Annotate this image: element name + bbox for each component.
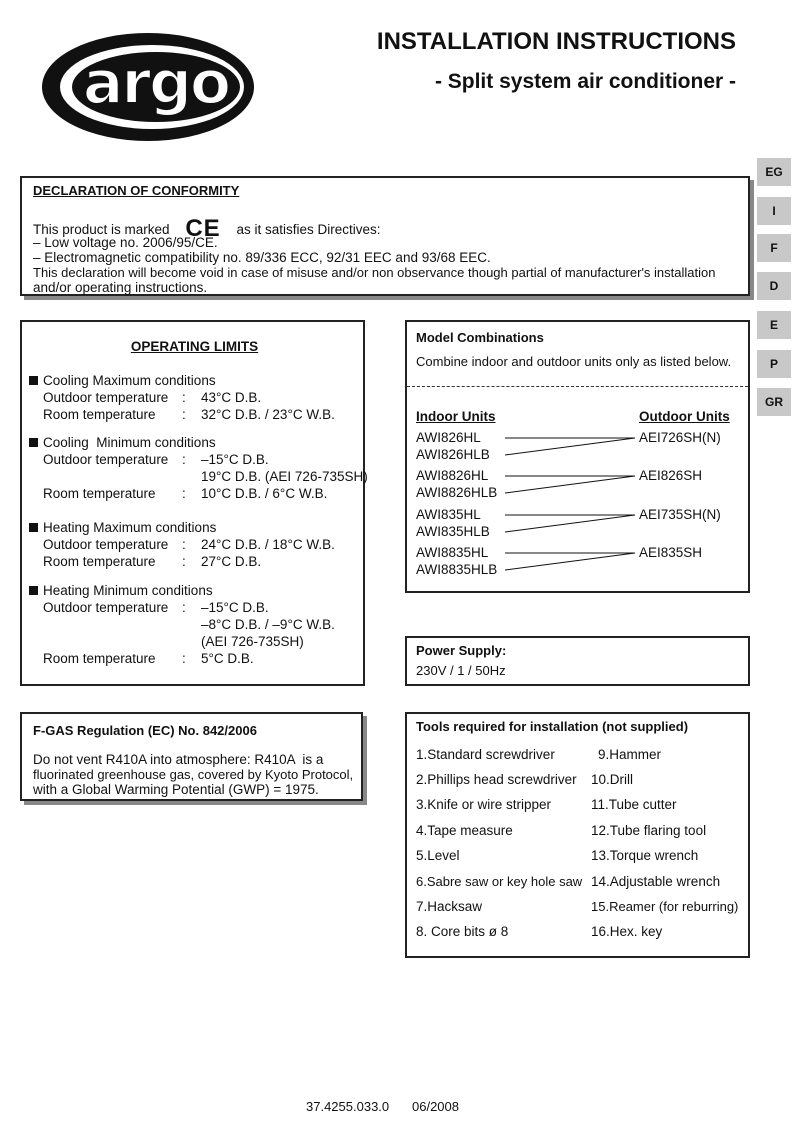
cool-max-room-value: 32°C D.B. / 23°C W.B. bbox=[201, 407, 335, 422]
lang-tab-f[interactable]: F bbox=[757, 234, 791, 262]
tool-item: 14.Adjustable wrench bbox=[591, 874, 721, 889]
link-line bbox=[505, 515, 635, 532]
ce-mark: CE bbox=[185, 215, 221, 242]
cool-min-label: Cooling Minimum conditions bbox=[43, 435, 216, 450]
colon: : bbox=[182, 390, 186, 405]
cool-min-outdoor-value-2: 19°C D.B. (AEI 726-735SH) bbox=[201, 469, 368, 484]
colon: : bbox=[182, 407, 186, 422]
argo-logo bbox=[38, 28, 258, 146]
lang-tab-eg[interactable]: EG bbox=[757, 158, 791, 186]
declaration-line-4: and/or operating instructions. bbox=[33, 280, 208, 295]
declaration-line-3: This declaration will become void in case of misuse and/or non observance though partial of manufacturer's installation bbox=[33, 265, 716, 280]
declaration-marked-prefix: This product is marked bbox=[33, 222, 170, 237]
cool-max-room-label: Room temperature bbox=[43, 407, 156, 422]
heat-min-outdoor-label: Outdoor temperature bbox=[43, 600, 169, 615]
fgas-line-2: fluorinated greenhouse gas, covered by Kyoto Protocol, bbox=[33, 767, 354, 782]
bullet-square-icon bbox=[29, 438, 38, 447]
cool-min-outdoor-value: –15°C D.B. bbox=[201, 452, 269, 467]
fgas-line-3: with a Global Warming Potential (GWP) = 1975. bbox=[33, 782, 319, 797]
declaration-box bbox=[20, 176, 750, 296]
cool-min-room-value: 10°C D.B. / 6°C W.B. bbox=[201, 486, 328, 501]
indoor-unit: AWI8835HLB bbox=[416, 562, 498, 577]
lang-tab-e[interactable]: E bbox=[757, 311, 791, 339]
cool-max-outdoor-value: 43°C D.B. bbox=[201, 390, 262, 405]
cool-min-room-label: Room temperature bbox=[43, 486, 156, 501]
fgas-line-1: Do not vent R410A into atmosphere: R410A is a bbox=[33, 752, 324, 767]
link-line bbox=[505, 476, 635, 493]
link-line bbox=[505, 553, 635, 570]
footer-code: 37.4255.033.0 bbox=[306, 1099, 390, 1114]
lang-tab-p[interactable]: P bbox=[757, 350, 791, 378]
tool-item: 11.Tube cutter bbox=[591, 797, 677, 812]
cool-min-outdoor-label: Outdoor temperature bbox=[43, 452, 169, 467]
power-supply-value: 230V / 1 / 50Hz bbox=[416, 663, 506, 678]
indoor-unit: AWI826HL bbox=[416, 430, 481, 445]
model-combinations-heading: Model Combinations bbox=[416, 330, 544, 345]
page-subtitle: - Split system air conditioner - bbox=[434, 70, 736, 93]
indoor-unit: AWI826HLB bbox=[416, 447, 490, 462]
heat-min-label: Heating Minimum conditions bbox=[43, 583, 213, 598]
outdoor-units-header: Outdoor Units bbox=[639, 409, 730, 424]
indoor-unit: AWI8826HL bbox=[416, 468, 489, 483]
outdoor-unit: AEI735SH(N) bbox=[639, 507, 721, 522]
tool-item: 8. Core bits ø 8 bbox=[416, 924, 509, 939]
operating-limits-heading: OPERATING LIMITS bbox=[130, 339, 259, 354]
tool-item: 16.Hex. key bbox=[591, 924, 663, 939]
bullet-square-icon bbox=[29, 376, 38, 385]
outdoor-unit: AEI726SH(N) bbox=[639, 430, 721, 445]
colon: : bbox=[182, 651, 186, 666]
tool-item: 9.Hammer bbox=[598, 747, 662, 762]
heat-min-outdoor-value-3: (AEI 726-735SH) bbox=[201, 634, 304, 649]
indoor-unit: AWI835HL bbox=[416, 507, 481, 522]
outdoor-unit: AEI835SH bbox=[639, 545, 703, 560]
outdoor-unit: AEI826SH bbox=[639, 468, 703, 483]
bullet-square-icon bbox=[29, 523, 38, 532]
tool-item: 7.Hacksaw bbox=[416, 899, 483, 914]
heat-max-outdoor-label: Outdoor temperature bbox=[43, 537, 169, 552]
tool-item: 10.Drill bbox=[591, 772, 634, 787]
heat-max-outdoor-value: 24°C D.B. / 18°C W.B. bbox=[201, 537, 335, 552]
tool-item: 3.Knife or wire stripper bbox=[416, 797, 552, 812]
bullet-square-icon bbox=[29, 586, 38, 595]
heat-min-room-label: Room temperature bbox=[43, 651, 156, 666]
power-supply-box bbox=[405, 636, 750, 686]
footer-date: 06/2008 bbox=[412, 1099, 459, 1114]
declaration-line-1: – Low voltage no. 2006/95/CE. bbox=[33, 235, 218, 250]
heat-max-room-label: Room temperature bbox=[43, 554, 156, 569]
power-supply-heading: Power Supply: bbox=[416, 643, 507, 658]
lang-tab-gr[interactable]: GR bbox=[757, 388, 791, 416]
model-combinations-box bbox=[405, 320, 750, 593]
heat-max-room-value: 27°C D.B. bbox=[201, 554, 262, 569]
tools-heading: Tools required for installation (not supplied) bbox=[416, 719, 689, 734]
cool-max-outdoor-label: Outdoor temperature bbox=[43, 390, 169, 405]
lang-tab-d[interactable]: D bbox=[757, 272, 791, 300]
declaration-marked-suffix: as it satisfies Directives: bbox=[236, 222, 381, 237]
fgas-heading: F-GAS Regulation (EC) No. 842/2006 bbox=[33, 723, 257, 738]
cool-min-title bbox=[29, 435, 216, 451]
tool-item: 15.Reamer (for reburring) bbox=[591, 899, 739, 914]
page-title: INSTALLATION INSTRUCTIONS bbox=[376, 28, 736, 55]
tool-item: 5.Level bbox=[416, 848, 460, 863]
lang-tab-i[interactable]: I bbox=[757, 197, 791, 225]
tools-box bbox=[405, 712, 750, 958]
indoor-unit: AWI835HLB bbox=[416, 524, 490, 539]
heat-max-title bbox=[29, 520, 216, 536]
tool-item: 4.Tape measure bbox=[416, 823, 513, 838]
heat-min-outdoor-value-2: –8°C D.B. / –9°C W.B. bbox=[201, 617, 335, 632]
tool-item: 1.Standard screwdriver bbox=[416, 747, 555, 762]
tool-item: 6.Sabre saw or key hole saw bbox=[416, 874, 583, 889]
heat-min-room-value: 5°C D.B. bbox=[201, 651, 254, 666]
logo-text: argo bbox=[82, 48, 230, 118]
colon: : bbox=[182, 452, 186, 467]
colon: : bbox=[182, 486, 186, 501]
cool-max-label: Cooling Maximum conditions bbox=[43, 373, 216, 388]
indoor-unit: AWI8826HLB bbox=[416, 485, 498, 500]
tool-item: 13.Torque wrench bbox=[591, 848, 699, 863]
indoor-unit: AWI8835HL bbox=[416, 545, 489, 560]
indoor-units-header: Indoor Units bbox=[416, 409, 496, 424]
model-combinations-note: Combine indoor and outdoor units only as listed below. bbox=[416, 354, 732, 369]
heat-min-title bbox=[29, 583, 213, 599]
colon: : bbox=[182, 537, 186, 552]
heat-min-outdoor-value: –15°C D.B. bbox=[201, 600, 269, 615]
tool-item: 12.Tube flaring tool bbox=[591, 823, 707, 838]
cool-max-title bbox=[29, 373, 216, 389]
colon: : bbox=[182, 600, 186, 615]
heat-max-label: Heating Maximum conditions bbox=[43, 520, 217, 535]
link-line bbox=[505, 438, 635, 455]
fgas-box bbox=[20, 712, 363, 801]
operating-limits-box bbox=[20, 320, 368, 686]
colon: : bbox=[182, 554, 186, 569]
declaration-heading: DECLARATION OF CONFORMITY bbox=[33, 183, 240, 198]
tool-item: 2.Phillips head screwdriver bbox=[416, 772, 577, 787]
declaration-line-2: – Electromagnetic compatibility no. 89/336 ECC, 92/31 EEC and 93/68 EEC. bbox=[33, 250, 491, 265]
